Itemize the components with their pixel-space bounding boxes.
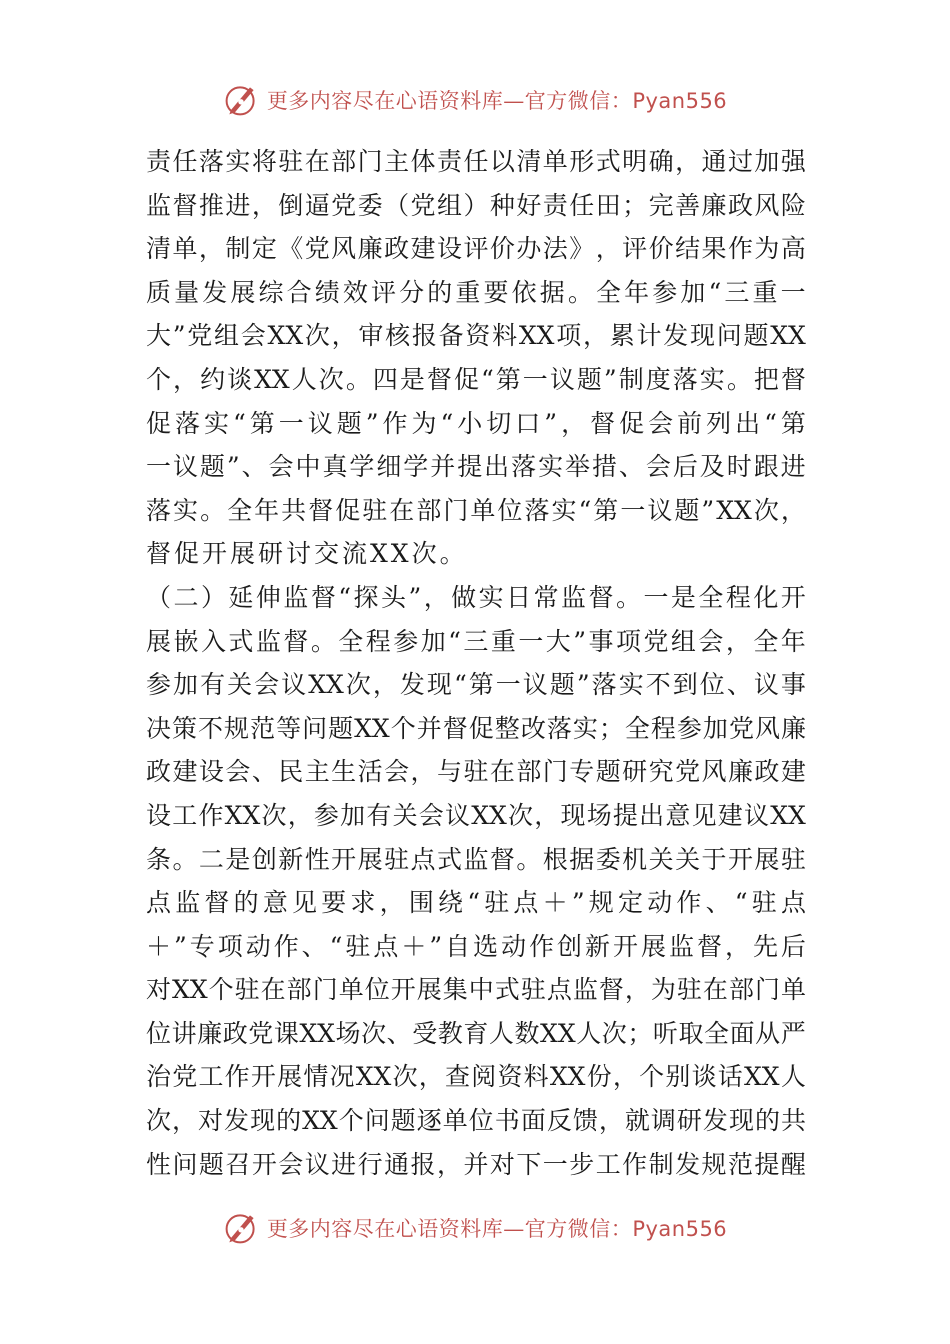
text-line: 督促开展研讨交流XX次。 [146,539,468,569]
text-line: 决 策 不 规 范 等 问 题 XX 个 并 督 促 整 改 落 实 ； 全 程 参 加 党 风 廉 [146,713,806,743]
text-line: 促 落 实 “ 第 一 议 题 ” 作 为 “ 小 切 口 ” ， 督 促 会 前 列 出 “ 第 [146,408,806,438]
pen-logo-icon [223,82,259,118]
text-line: 大 ” 党 组 会 XX 次 ， 审 核 报 备 资 料 XX 项 ， 累 计 发 现 问 题 XX [146,321,806,351]
pen-logo-icon [223,1210,259,1246]
text-line: 监 督 推 进 ， 倒 逼 党 委 （ 党 组 ） 种 好 责 任 田 ； 完 善 廉 政 风 险 [146,190,806,220]
text-line: 位 讲 廉 政 党 课 XX 场 次 、 受 教 育 人 数 XX 人 次 ； 听 取 全 面 从 严 [146,1018,806,1048]
text-line: 条 。 二 是 创 新 性 开 展 驻 点 式 监 督 。 根 据 委 机 关 关 于 开 展 驻 [146,844,806,874]
text-line: 质 量 发 展 综 合 绩 效 评 分 的 重 要 依 据 。 全 年 参 加 “ 三 重 一 [146,277,806,307]
section-heading-line: （ 二 ） 延 伸 监 督 “ 探 头 ” ， 做 实 日 常 监 督 。 一 是 全 程 化 开 [146,582,806,612]
watermark-text: 更多内容尽在心语资料库—官方微信： [266,89,633,113]
text-line: 性 问 题 召 开 会 议 进 行 通 报 ， 并 对 下 一 步 工 作 制 发 规 范 提 醒 [146,1149,806,1179]
text-line: 点 监 督 的 意 见 要 求 ， 围 绕 “ 驻 点 ＋ ” 规 定 动 作 、 “ 驻 点 [146,888,806,918]
text-line: 政 建 设 会 、 民 主 生 活 会 ， 与 驻 在 部 门 专 题 研 究 党 风 廉 政 建 [146,757,806,787]
text-line: 对 XX 个 驻 在 部 门 单 位 开 展 集 中 式 驻 点 监 督 ， 为 驻 在 部 门 单 [146,975,806,1005]
text-line: 参 加 有 关 会 议 XX 次 ， 发 现 “ 第 一 议 题 ” 落 实 不 到 位 、 议 事 [146,670,806,700]
text-line: 设 工 作 XX 次 ， 参 加 有 关 会 议 XX 次 ， 现 场 提 出 意 见 建 议 XX [146,800,806,830]
text-line: 个 ， 约 谈 XX 人 次 。 四 是 督 促 “ 第 一 议 题 ” 制 度 落 实 。 把 督 [146,364,806,394]
text-line: 清 单 ， 制 定 《 党 风 廉 政 建 设 评 价 办 法 》 ， 评 价 结 果 作 为 高 [146,234,806,264]
text-line: 一 议 题 ” 、 会 中 真 学 细 学 并 提 出 落 实 举 措 、 会 后 及 时 跟 进 [146,452,806,482]
text-line: 落 实 。 全 年 共 督 促 驻 在 部 门 单 位 落 实 “ 第 一 议 题 ” XX 次 ， [146,495,806,525]
text-line: 展 嵌 入 式 监 督 。 全 程 参 加 “ 三 重 一 大 ” 事 项 党 组 会 ， 全 年 [146,626,806,656]
text-line: 治 党 工 作 开 展 情 况 XX 次 ， 查 阅 资 料 XX 份 ， 个 别 谈 话 XX 人 [146,1062,806,1092]
watermark-header [0,82,950,118]
watermark-wechat-id: Pyan556 [632,1217,728,1241]
watermark-text: 更多内容尽在心语资料库—官方微信： [266,1217,633,1241]
text-line: 责 任 落 实 将 驻 在 部 门 主 体 责 任 以 清 单 形 式 明 确 ， 通 过 加 强 [146,147,806,176]
document-body [146,140,806,1186]
watermark-footer [0,1210,950,1246]
text-line: ＋ ” 专 项 动 作 、 “ 驻 点 ＋ ” 自 选 动 作 创 新 开 展 监 督 ， 先 后 [146,931,806,961]
text-line: 次 ， 对 发 现 的 XX 个 问 题 逐 单 位 书 面 反 馈 ， 就 调 研 发 现 的 共 [146,1106,806,1136]
watermark-wechat-id: Pyan556 [632,89,728,113]
